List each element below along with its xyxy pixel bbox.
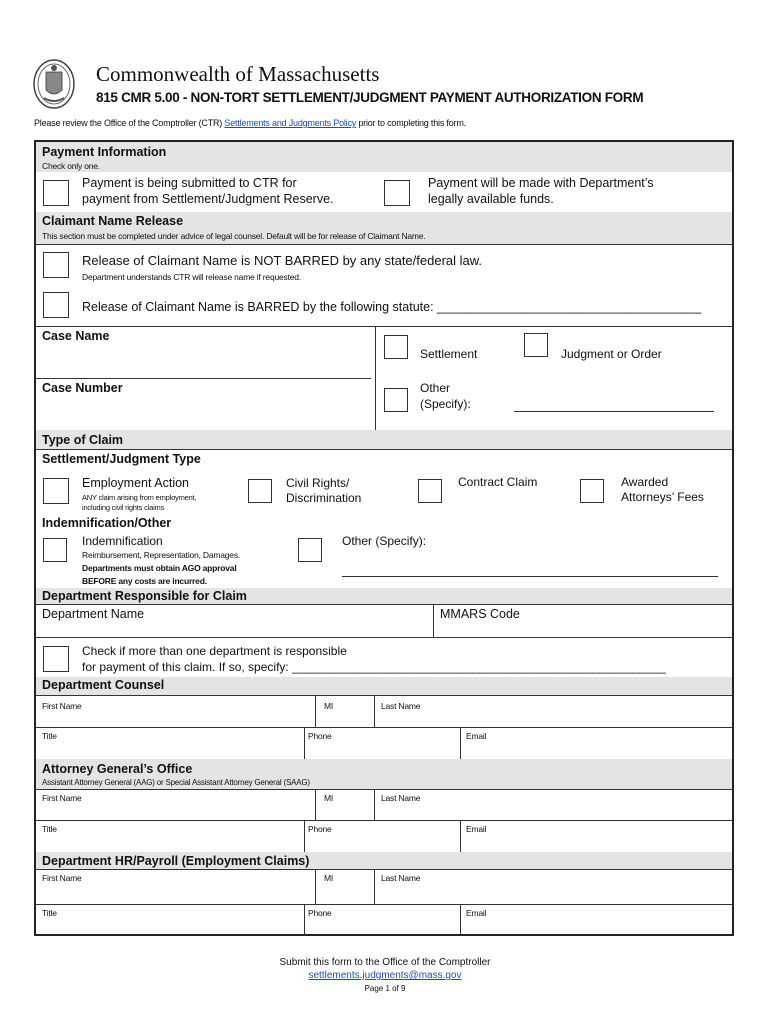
divider [36, 820, 732, 821]
indemnification-note-2: Departments must obtain AGO approval [82, 563, 237, 573]
page-title: Commonwealth of Massachusetts [96, 62, 380, 86]
not-barred-checkbox[interactable] [43, 252, 69, 278]
ago-heading: Attorney General’s Office [42, 762, 193, 776]
ago-last-name-label: Last Name [381, 793, 421, 803]
policy-link[interactable]: Settlements and Judgments Policy [224, 118, 357, 128]
divider [315, 869, 316, 904]
divider [36, 869, 732, 870]
type-of-claim-band [36, 430, 732, 450]
divider [375, 326, 376, 430]
employment-action-label: Employment Action [82, 476, 189, 490]
indemnification-note-3: BEFORE any costs are incurred. [82, 576, 207, 586]
divider [433, 604, 434, 637]
contract-claim-checkbox[interactable] [418, 479, 442, 503]
footer-submit-text: Submit this form to the Office of the Comptroller [279, 957, 491, 968]
judgment-checkbox[interactable] [524, 333, 548, 357]
other-claim-checkbox[interactable] [298, 538, 322, 562]
divider [36, 326, 732, 327]
divider [304, 727, 305, 759]
divider [460, 727, 461, 759]
department-funds-label-1: Payment will be made with Department’s [428, 176, 654, 190]
department-funds-label-2: legally available funds. [428, 192, 554, 206]
divider [36, 727, 732, 728]
divider [36, 449, 732, 450]
divider [36, 904, 732, 905]
divider [36, 378, 371, 379]
other-case-checkbox[interactable] [384, 388, 408, 412]
page-number: Page 1 of 9 [364, 984, 406, 993]
divider [315, 789, 316, 820]
not-barred-note: Department understands CTR will release name if requested. [82, 272, 301, 282]
divider [460, 904, 461, 936]
divider [36, 244, 732, 245]
attorneys-fees-label-1: Awarded [621, 475, 669, 489]
counsel-title-label: Title [42, 731, 57, 741]
note-prefix: Please review the Office of the Comptroller (CTR) [34, 118, 225, 128]
divider [460, 820, 461, 852]
divider [36, 789, 732, 790]
divider [304, 820, 305, 852]
case-name-label: Case Name [42, 329, 110, 343]
divider [374, 869, 375, 904]
ago-first-name-label: First Name [42, 793, 82, 803]
barred-label: Release of Claimant Name is BARRED by the following statute: ______________________________________ [82, 300, 702, 314]
payment-info-heading: Payment Information [42, 145, 167, 159]
counsel-mi-label: MI [324, 701, 334, 711]
hr-mi-label: MI [324, 873, 334, 883]
counsel-last-name-label: Last Name [381, 701, 421, 711]
note-suffix: prior to completing this form. [356, 118, 466, 128]
barred-checkbox[interactable] [43, 292, 69, 318]
ago-mi-label: MI [324, 793, 334, 803]
civil-rights-checkbox[interactable] [248, 479, 272, 503]
department-heading: Department Responsible for Claim [42, 589, 247, 603]
hr-title-label: Title [42, 908, 57, 918]
footer-email-link[interactable]: settlements.judgments@mass.gov [308, 970, 462, 981]
massachusetts-seal-logo [32, 58, 76, 110]
type-of-claim-heading: Type of Claim [42, 433, 124, 447]
counsel-heading: Department Counsel [42, 678, 165, 692]
other-case-label-2: (Specify): [420, 397, 471, 411]
reserve-payment-label-1: Payment is being submitted to CTR for [82, 176, 297, 190]
department-funds-checkbox[interactable] [384, 180, 410, 206]
indemnification-heading: Indemnification/Other [42, 516, 172, 530]
hr-first-name-label: First Name [42, 873, 82, 883]
other-case-specify-line[interactable] [514, 411, 714, 412]
claimant-release-heading: Claimant Name Release [42, 214, 184, 228]
not-barred-label: Release of Claimant Name is NOT BARRED by any state/federal law. [82, 253, 483, 268]
divider [374, 789, 375, 820]
ago-instruction: Assistant Attorney General (AAG) or Special Assistant Attorney General (SAAG) [42, 778, 310, 787]
other-case-label-1: Other [420, 381, 451, 395]
settlement-label: Settlement [420, 347, 478, 361]
mmars-code-label: MMARS Code [440, 607, 520, 621]
counsel-phone-label: Phone [308, 731, 332, 741]
judgment-label: Judgment or Order [561, 347, 662, 361]
counsel-first-name-label: First Name [42, 701, 82, 711]
reserve-payment-label-2: payment from Settlement/Judgment Reserve. [82, 192, 334, 206]
attorneys-fees-checkbox[interactable] [580, 479, 604, 503]
indemnification-note-1: Reimbursement, Representation, Damages. [82, 550, 241, 560]
policy-note [34, 118, 466, 128]
indemnification-checkbox[interactable] [43, 538, 67, 562]
divider [36, 695, 732, 696]
divider [36, 604, 732, 605]
other-claim-label: Other (Specify): [342, 534, 427, 548]
hr-email-label: Email [466, 908, 487, 918]
contract-claim-label: Contract Claim [458, 475, 538, 489]
settlement-checkbox[interactable] [384, 335, 408, 359]
reserve-payment-checkbox[interactable] [43, 180, 69, 206]
case-number-label: Case Number [42, 381, 123, 395]
attorneys-fees-label-2: Attorneys’ Fees [621, 490, 704, 504]
form-subtitle: 815 CMR 5.00 - NON-TORT SETTLEMENT/JUDGMENT PAYMENT AUTHORIZATION FORM [96, 90, 644, 105]
civil-rights-label-2: Discrimination [286, 491, 362, 505]
indemnification-label: Indemnification [82, 534, 163, 548]
hr-heading: Department HR/Payroll (Employment Claims) [42, 854, 310, 868]
hr-last-name-label: Last Name [381, 873, 421, 883]
ago-phone-label: Phone [308, 824, 332, 834]
department-name-label: Department Name [42, 607, 145, 621]
employment-note-2: including civil rights claims [82, 503, 165, 512]
claimant-release-instruction: This section must be completed under advice of legal counsel. Default will be for release of Claimant Name. [42, 231, 426, 241]
divider [374, 695, 375, 727]
ago-email-label: Email [466, 824, 487, 834]
settlement-type-heading: Settlement/Judgment Type [42, 452, 201, 466]
employment-note-1: ANY claim arising from employment, [82, 493, 197, 502]
employment-action-checkbox[interactable] [43, 478, 69, 504]
counsel-email-label: Email [466, 731, 487, 741]
multiple-departments-label-1: Check if more than one department is responsible [82, 644, 347, 658]
multiple-departments-checkbox[interactable] [43, 646, 69, 672]
divider [315, 695, 316, 727]
hr-phone-label: Phone [308, 908, 332, 918]
multiple-departments-label-2: for payment of this claim. If so, specify: ________________________________________________________ [82, 660, 666, 674]
other-claim-specify-line[interactable] [342, 576, 718, 577]
divider [36, 637, 732, 638]
civil-rights-label-1: Civil Rights/ [286, 476, 350, 490]
ago-title-label: Title [42, 824, 57, 834]
payment-info-instruction: Check only one. [42, 161, 100, 171]
divider [304, 904, 305, 936]
authorization-form [34, 140, 734, 936]
